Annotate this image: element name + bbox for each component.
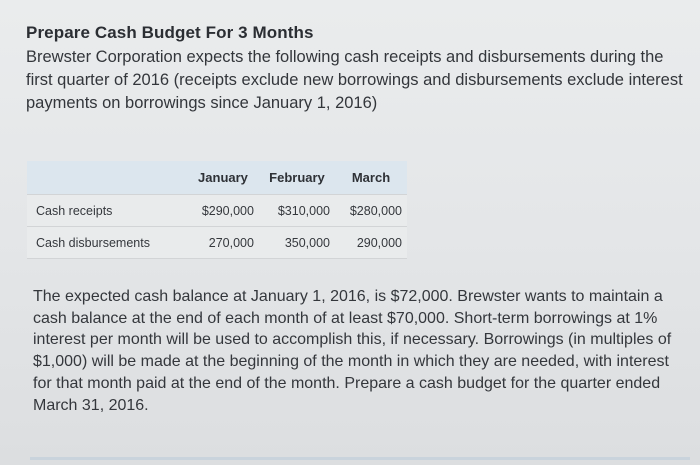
cell-receipts-february: $310,000 bbox=[259, 195, 335, 227]
row-label-cash-disbursements: Cash disbursements bbox=[27, 227, 187, 259]
column-header-march: March bbox=[335, 161, 407, 195]
cell-disbursements-january: 270,000 bbox=[187, 227, 259, 259]
problem-intro: Brewster Corporation expects the following cash receipts and disbursements during the first quarter of 2016 (receipts exclude new borrowings and disbursements exclude interest payments on borrowings since January 1, 2016) bbox=[26, 48, 683, 113]
column-header-february: February bbox=[259, 161, 335, 195]
table-row-cash-disbursements bbox=[27, 227, 407, 259]
cell-disbursements-february: 350,000 bbox=[259, 227, 335, 259]
bottom-divider bbox=[30, 457, 690, 460]
column-header-label bbox=[27, 161, 187, 195]
table-row-cash-receipts bbox=[27, 195, 407, 227]
cash-flow-table bbox=[27, 161, 407, 259]
cell-disbursements-march: 290,000 bbox=[335, 227, 407, 259]
row-label-cash-receipts: Cash receipts bbox=[27, 195, 187, 227]
problem-description: The expected cash balance at January 1, 2016, is $72,000. Brewster wants to maintain a cash balance at the end of each month of at least $70,000. Short-term borrowings at 1% interest per month will be used to accomplish this, if necessary. Borrowings (in multiples of $1,000) will be made at the beginning of the month in which they are needed, with interest for that month paid at the end of the month. Prepare a cash budget for the quarter ended March 31, 2016. bbox=[33, 288, 672, 414]
cell-receipts-march: $280,000 bbox=[335, 195, 407, 227]
table-header-row bbox=[27, 161, 407, 195]
problem-heading: Prepare Cash Budget For 3 Months bbox=[26, 23, 314, 42]
column-header-january: January bbox=[187, 161, 259, 195]
cell-receipts-january: $290,000 bbox=[187, 195, 259, 227]
